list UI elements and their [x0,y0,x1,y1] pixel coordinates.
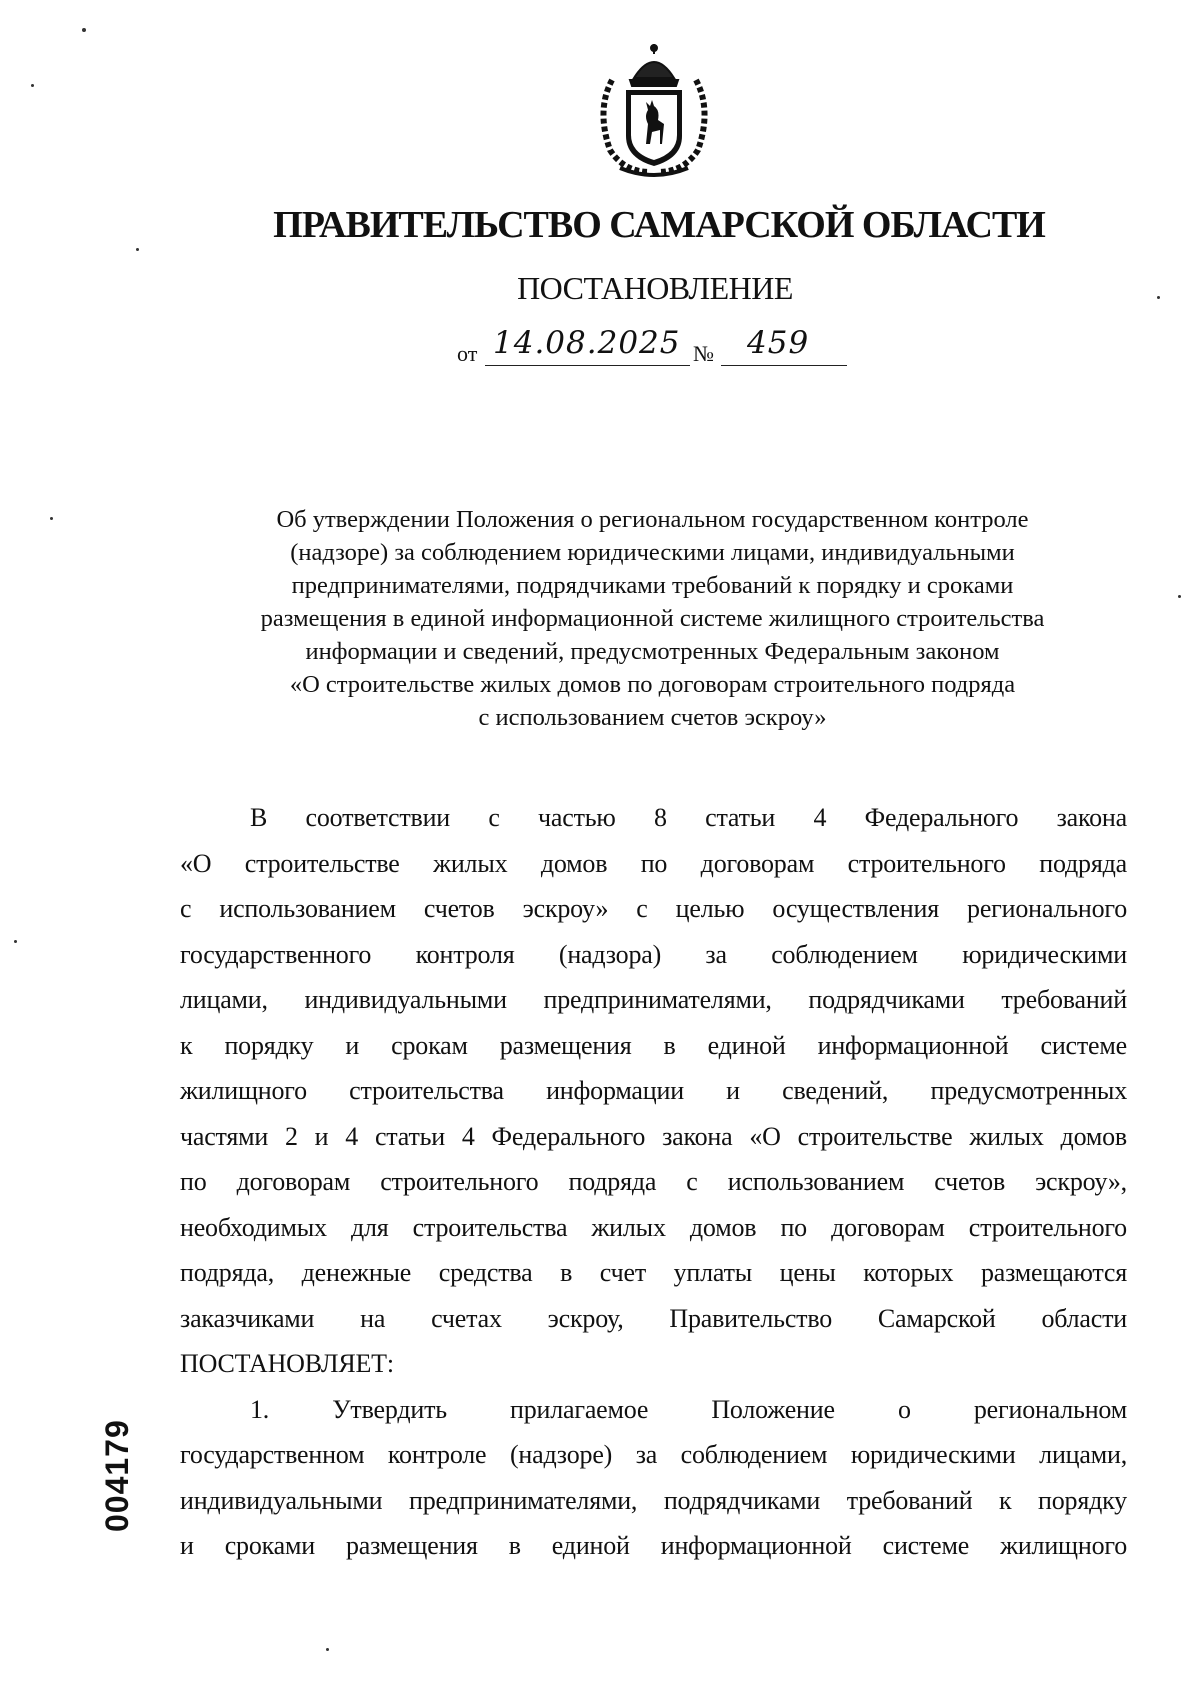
scan-speck [50,517,53,520]
body-line: государственном контроле (надзоре) за соблюдением юридическими лицами, [180,1440,1127,1469]
body-line: лицами, индивидуальными предпринимателями, подрядчиками требований [180,985,1127,1014]
subject-line: (надзоре) за соблюдением юридическими лицами, индивидуальными [290,539,1015,566]
body-line: «О строительстве жилых домов по договорам строительного подряда [180,848,1127,878]
document-subject [190,503,1115,734]
body-line: подряда, денежные средства в счет уплаты цены которых размещаются [180,1258,1127,1287]
body-line: В соответствии с частью 8 статьи 4 Федерального закона [250,803,1127,832]
scan-speck [136,248,139,251]
body-line: к порядку и срокам размещения в единой информационной системе [180,1030,1127,1060]
scan-speck [82,28,86,32]
body-line: индивидуальными предпринимателями, подрядчиками требований к порядку [180,1485,1127,1515]
subject-line: с использованием счетов эскроу» [478,704,827,731]
government-title: ПРАВИТЕЛЬСТВО САМАРСКОЙ ОБЛАСТИ [273,204,1045,246]
body-line: заказчиками на счетах эскроу, Правительство Самарской области [180,1303,1127,1333]
coat-of-arms-emblem [590,40,718,178]
date-underline [485,365,690,366]
body-line: государственного контроля (надзора) за соблюдением юридическими [180,939,1127,969]
body-line: жилищного строительства информации и сведений, предусмотренных [180,1076,1127,1105]
subject-line: информации и сведений, предусмотренных Федеральным законом [305,638,1000,665]
number-underline [721,365,847,366]
document-body [180,795,1127,1569]
scan-speck [326,1648,329,1651]
number-prefix: № [693,341,714,366]
scan-speck [14,940,17,943]
scan-speck [1178,595,1181,598]
date-number-line [457,327,857,369]
subject-line: предпринимателями, подрядчиками требований к порядку и сроками [291,572,1014,599]
subject-line: Об утверждении Положения о региональном государственном контроле [276,506,1029,533]
registration-stamp-number: 004179 [99,1419,135,1532]
subject-line: размещения в единой информационной системе жилищного строительства [260,605,1045,632]
date-prefix: от [457,341,478,366]
body-line: и сроками размещения в единой информационной системе жилищного [180,1531,1127,1560]
body-line: необходимых для строительства жилых домов по договорам строительного [180,1212,1127,1242]
body-line: с использованием счетов эскроу» с целью осуществления регионального [180,894,1127,923]
document-number: 459 [747,325,810,361]
body-line: 1. Утвердить прилагаемое Положение о региональном [250,1394,1127,1424]
document-date: 14.08.2025 [493,325,681,361]
scan-speck [31,84,34,87]
document-type: ПОСТАНОВЛЕНИЕ [517,270,793,306]
scan-speck [1157,296,1160,299]
subject-line: «О строительстве жилых домов по договорам строительного подряда [289,671,1016,698]
body-line: по договорам строительного подряда с использованием счетов эскроу», [180,1167,1127,1196]
body-line: ПОСТАНОВЛЯЕТ: [180,1349,394,1378]
body-line: частями 2 и 4 статьи 4 Федерального закона «О строительстве жилых домов [180,1121,1127,1151]
